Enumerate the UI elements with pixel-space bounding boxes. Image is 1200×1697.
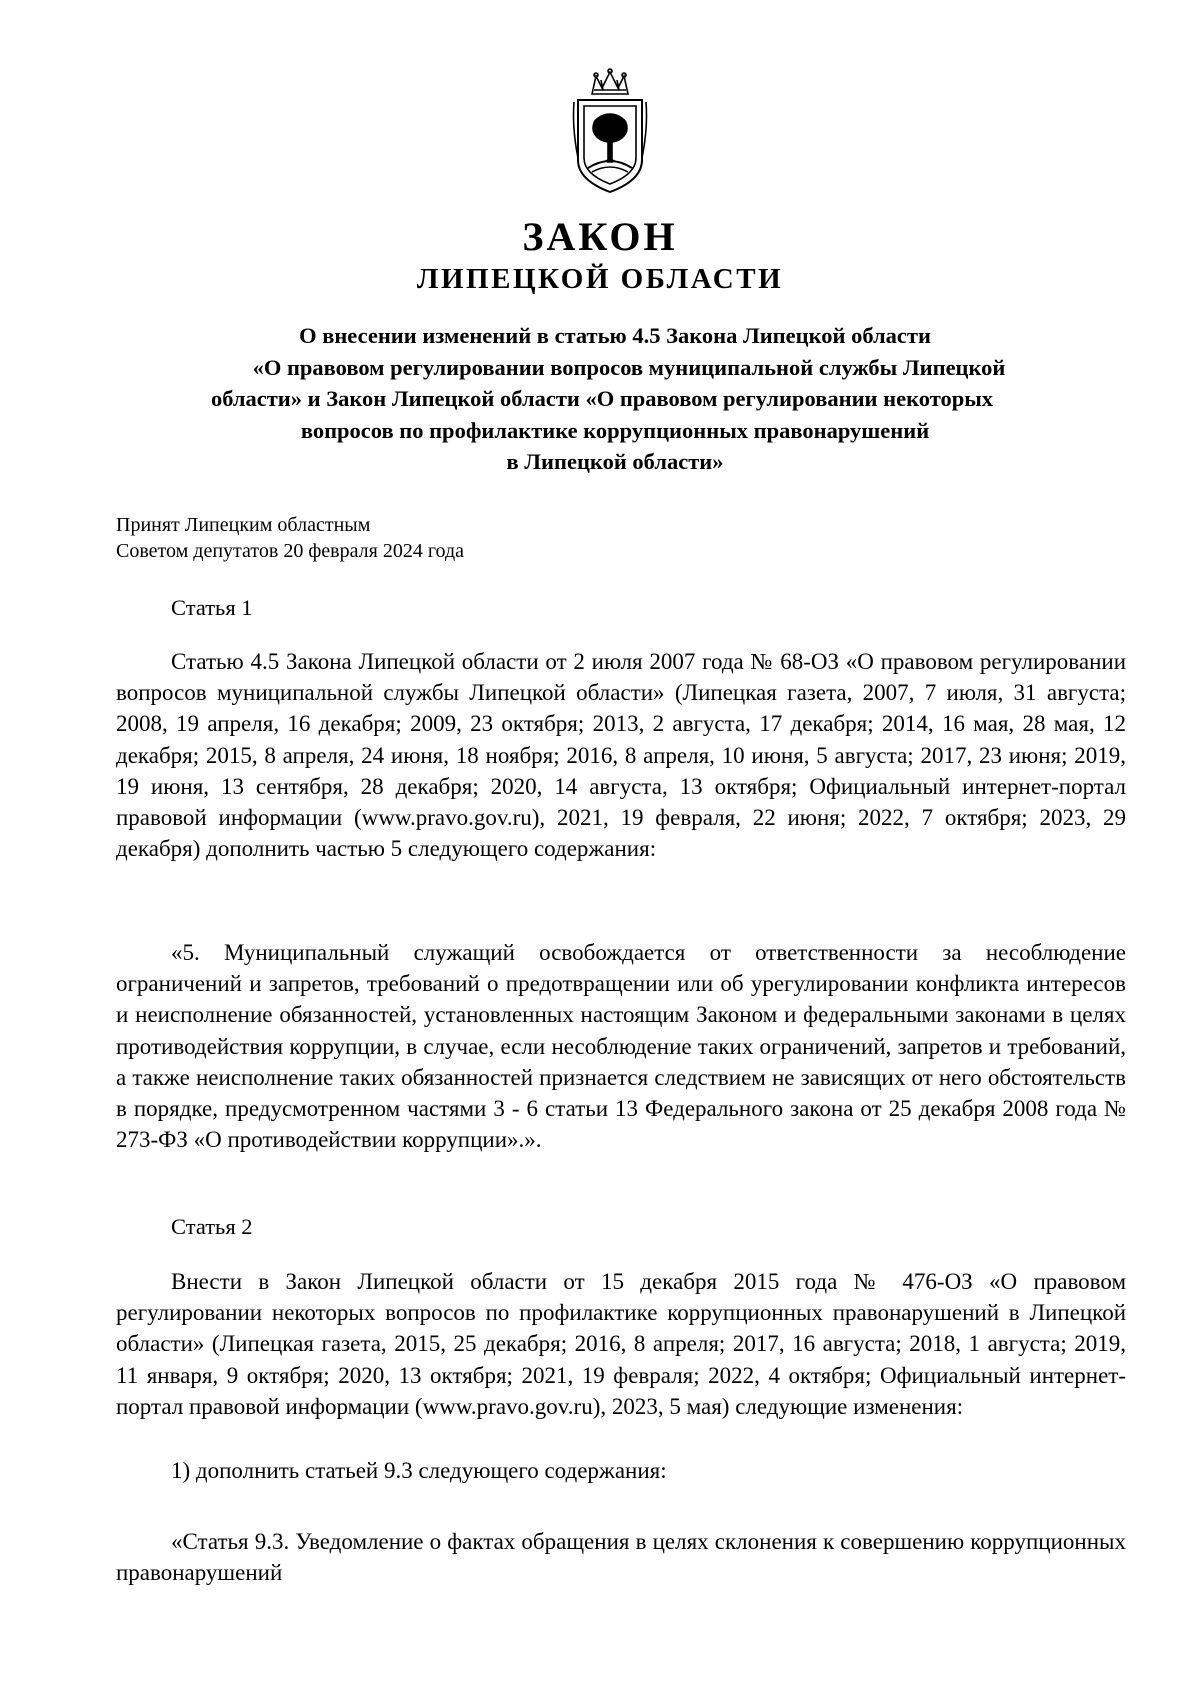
- law-subject: [120, 320, 1110, 478]
- article-2-paragraph-1: Внести в Закон Липецкой области от 15 декабря 2015 года № 476-ОЗ «О правовом регулировании некоторых вопросов по профилактике коррупционных правонарушений в Липецкой области» (Липецкая газета, 2015, 25 декабря; 2016, 8 апреля; 2017, 16 августа; 2018, 1 августа; 2019, 11 января, 9 октября; 2020, 13 октября; 2021, 19 февраля; 2022, 4 октября; Официальный интернет-портал правовой информации (www.pravo.gov.ru), 2023, 5 мая) следующие изменения:: [116, 1269, 1126, 1419]
- adoption-note: [116, 512, 464, 564]
- subject-line: в Липецкой области»: [506, 449, 724, 474]
- law-region: ЛИПЕЦКОЙ ОБЛАСТИ: [416, 263, 784, 295]
- article-1-heading: Статья 1: [171, 595, 253, 620]
- lipetsk-coat-of-arms-icon: [570, 68, 650, 196]
- article-1-paragraph-2: «5. Муниципальный служащий освобождается от ответственности за несоблюдение ограничений и запретов, требований о предотвращении или об урегулировании конфликта интересов и неисполнение обязанностей, установленных настоящим Законом и федеральными законами в целях противодействия коррупции, в случае, если несоблюдение таких ограничений, запретов и требований, а также неисполнение таких обязанностей признается следствием не зависящих от него обстоятельств в порядке, предусмотренном частями 3 - 6 статьи 13 Федерального закона от 25 декабря 2008 года № 273-ФЗ «О противодействии коррупции».».: [116, 940, 1126, 1153]
- subject-line: «О правовом регулировании вопросов муниципальной службы Липецкой: [252, 354, 1006, 380]
- adoption-line-1: Принят Липецким областным: [116, 514, 371, 536]
- article-2-heading: Статья 2: [171, 1214, 253, 1239]
- article-2-item-1: 1) дополнить статьей 9.3 следующего содержания:: [171, 1458, 667, 1483]
- subject-line: О внесении изменений в статью 4.5 Закона Липецкой области: [299, 323, 931, 348]
- article-2-item-1-quote: «Статья 9.3. Уведомление о фактах обращения в целях склонения к совершению коррупционных правонарушений: [116, 1529, 1126, 1586]
- article-1-paragraph-1: Статью 4.5 Закона Липецкой области от 2 июля 2007 года № 68-ОЗ «О правовом регулировании вопросов муниципальной службы Липецкой области» (Липецкая газета, 2007, 7 июля, 31 августа; 2008, 19 апреля, 16 декабря; 2009, 23 октября; 2013, 2 августа, 17 декабря; 2014, 16 мая, 28 мая, 12 декабря; 2015, 8 апреля, 24 июня, 18 ноября; 2016, 8 апреля, 10 июня, 5 августа; 2017, 23 июня; 2019, 19 июня, 13 сентября, 28 декабря; 2020, 14 августа, 13 октября; Официальный интернет-портал правовой информации (www.pravo.gov.ru), 2021, 19 февраля, 22 июня; 2022, 7 октября; 2023, 29 декабря) дополнить частью 5 следующего содержания:: [116, 649, 1126, 862]
- adoption-line-2: Советом депутатов 20 февраля 2024 года: [116, 540, 465, 562]
- subject-line: вопросов по профилактике коррупционных правонарушений: [300, 417, 930, 443]
- law-title: ЗАКОН: [522, 214, 678, 259]
- subject-line: области» и Закон Липецкой области «О правовом регулировании некоторых: [210, 386, 994, 411]
